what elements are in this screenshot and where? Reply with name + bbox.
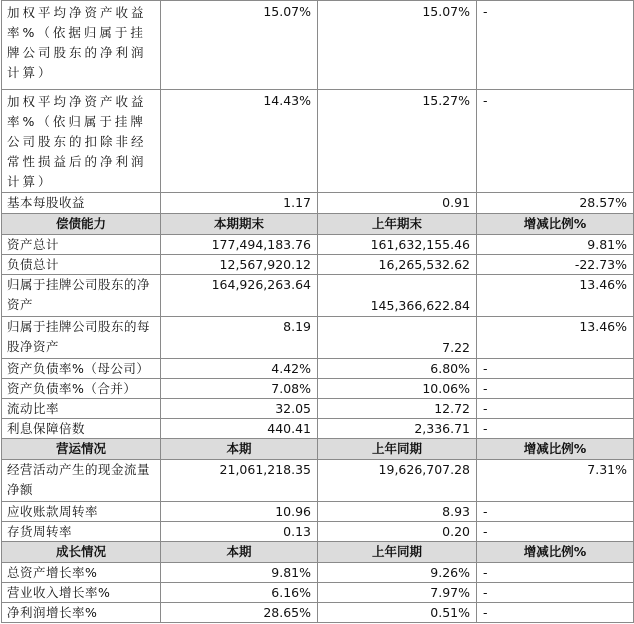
- change-value: 9.81%: [477, 235, 634, 255]
- row-label: 经营活动产生的现金流量净额: [2, 460, 161, 502]
- previous-value: 10.06%: [318, 379, 477, 399]
- table-row: [2, 379, 634, 399]
- current-value: 0.13: [161, 522, 318, 542]
- table-row: [2, 583, 634, 603]
- previous-value: 0.91: [318, 193, 477, 214]
- change-value: -: [477, 563, 634, 583]
- row-label: 营业收入增长率%: [2, 583, 161, 603]
- change-value: -: [477, 419, 634, 439]
- table-row: [2, 235, 634, 255]
- current-value: 7.08%: [161, 379, 318, 399]
- row-label: 净利润增长率%: [2, 603, 161, 623]
- current-value: 10.96: [161, 502, 318, 522]
- current-value: 15.07%: [161, 1, 318, 90]
- table-row: [2, 275, 634, 317]
- column-header-current: 本期期末: [161, 214, 318, 235]
- row-label: 归属于挂牌公司股东的每股净资产: [2, 317, 161, 359]
- section-header-operations: [2, 439, 634, 460]
- column-header-change: 增减比例%: [477, 214, 634, 235]
- table-row: [2, 603, 634, 623]
- column-header-change: 增减比例%: [477, 542, 634, 563]
- current-value: 440.41: [161, 419, 318, 439]
- section-header-growth: [2, 542, 634, 563]
- table-row: [2, 193, 634, 214]
- table-row: [2, 399, 634, 419]
- table-row: [2, 460, 634, 502]
- previous-value: 15.07%: [318, 1, 477, 90]
- current-value: 177,494,183.76: [161, 235, 318, 255]
- table-row: [2, 1, 634, 90]
- row-label: 归属于挂牌公司股东的净资产: [2, 275, 161, 317]
- change-value: -: [477, 522, 634, 542]
- column-header-previous: 上年同期: [318, 542, 477, 563]
- current-value: 21,061,218.35: [161, 460, 318, 502]
- column-header-change: 增减比例%: [477, 439, 634, 460]
- current-value: 14.43%: [161, 90, 318, 193]
- change-value: -: [477, 399, 634, 419]
- row-label: 总资产增长率%: [2, 563, 161, 583]
- current-value: 6.16%: [161, 583, 318, 603]
- current-value: 32.05: [161, 399, 318, 419]
- section-header-solvency: [2, 214, 634, 235]
- table-row: [2, 419, 634, 439]
- current-value: 9.81%: [161, 563, 318, 583]
- current-value: 28.65%: [161, 603, 318, 623]
- change-value: -: [477, 603, 634, 623]
- change-value: 13.46%: [477, 275, 634, 317]
- change-value: -: [477, 90, 634, 193]
- previous-value: 9.26%: [318, 563, 477, 583]
- row-label: 负债总计: [2, 255, 161, 275]
- column-header-previous: 上年期末: [318, 214, 477, 235]
- previous-value: 145,366,622.84: [318, 275, 477, 317]
- row-label: 流动比率: [2, 399, 161, 419]
- change-value: -: [477, 502, 634, 522]
- current-value: 4.42%: [161, 359, 318, 379]
- previous-value: 161,632,155.46: [318, 235, 477, 255]
- table-row: [2, 502, 634, 522]
- change-value: 28.57%: [477, 193, 634, 214]
- financial-indicators-table: [1, 0, 634, 623]
- change-value: -22.73%: [477, 255, 634, 275]
- section-title: 营运情况: [2, 439, 161, 460]
- previous-value: 19,626,707.28: [318, 460, 477, 502]
- section-title: 偿债能力: [2, 214, 161, 235]
- column-header-current: 本期: [161, 542, 318, 563]
- current-value: 164,926,263.64: [161, 275, 318, 317]
- table-row: [2, 90, 634, 193]
- change-value: -: [477, 379, 634, 399]
- current-value: 1.17: [161, 193, 318, 214]
- change-value: -: [477, 1, 634, 90]
- row-label: 资产负债率%（母公司）: [2, 359, 161, 379]
- row-label: 存货周转率: [2, 522, 161, 542]
- row-label: 加权平均净资产收益率%（依据归属于挂牌公司股东的净利润计算）: [2, 1, 161, 90]
- row-label: 资产负债率%（合并）: [2, 379, 161, 399]
- table-row: [2, 317, 634, 359]
- previous-value: 7.97%: [318, 583, 477, 603]
- section-title: 成长情况: [2, 542, 161, 563]
- previous-value: 0.51%: [318, 603, 477, 623]
- change-value: 7.31%: [477, 460, 634, 502]
- previous-value: 15.27%: [318, 90, 477, 193]
- change-value: -: [477, 583, 634, 603]
- current-value: 12,567,920.12: [161, 255, 318, 275]
- previous-value: 8.93: [318, 502, 477, 522]
- row-label: 应收账款周转率: [2, 502, 161, 522]
- table-row: [2, 522, 634, 542]
- previous-value: 7.22: [318, 317, 477, 359]
- table-row: [2, 563, 634, 583]
- previous-value: 16,265,532.62: [318, 255, 477, 275]
- row-label: 资产总计: [2, 235, 161, 255]
- row-label: 基本每股收益: [2, 193, 161, 214]
- previous-value: 2,336.71: [318, 419, 477, 439]
- previous-value: 6.80%: [318, 359, 477, 379]
- current-value: 8.19: [161, 317, 318, 359]
- column-header-current: 本期: [161, 439, 318, 460]
- previous-value: 12.72: [318, 399, 477, 419]
- change-value: 13.46%: [477, 317, 634, 359]
- table-row: [2, 359, 634, 379]
- previous-value: 0.20: [318, 522, 477, 542]
- table-row: [2, 255, 634, 275]
- column-header-previous: 上年同期: [318, 439, 477, 460]
- row-label: 利息保障倍数: [2, 419, 161, 439]
- row-label: 加权平均净资产收益率%（依归属于挂牌公司股东的扣除非经常性损益后的净利润计算）: [2, 90, 161, 193]
- change-value: -: [477, 359, 634, 379]
